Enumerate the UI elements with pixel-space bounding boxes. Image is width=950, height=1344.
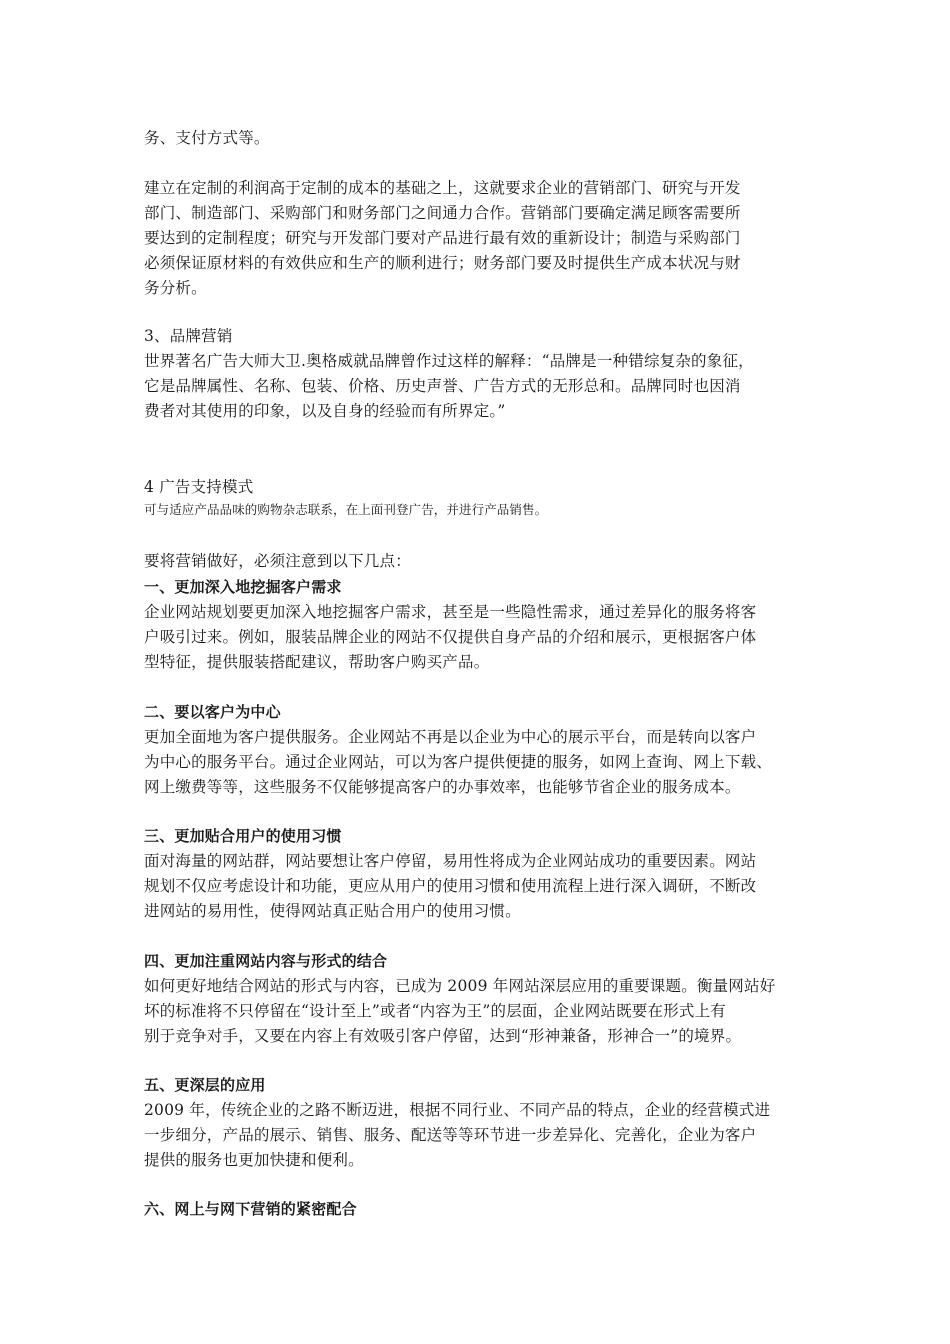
- section-heading: 三、更加贴合用户的使用习惯: [144, 827, 342, 845]
- section-line: 户吸引过来。例如，服装品牌企业的网站不仅提供自身产品的介绍和展示，更根据客户体: [144, 628, 757, 646]
- paragraph-brand-line: 世界著名广告大师大卫.奥格威就品牌曾作过这样的解释：“品牌是一种错综复杂的象征，: [144, 352, 754, 370]
- paragraph-cost-line: 建立在定制的利润高于定制的成本的基础之上，这就要求企业的营销部门、研究与开发: [144, 179, 741, 197]
- paragraph-intro-line: 务、支付方式等。: [144, 129, 270, 147]
- paragraph-cost-line: 要达到的定制程度；研究与开发部门要对产品进行最有效的重新设计；制造与采购部门: [144, 229, 741, 247]
- paragraph-brand-line: 费者对其使用的印象，以及自身的经验而有所界定。”: [144, 402, 506, 420]
- section-heading: 一、更加深入地挖掘客户需求: [144, 578, 342, 596]
- section-line: 面对海量的网站群，网站要想让客户停留，易用性将成为企业网站成功的重要因素。网站: [144, 852, 757, 870]
- brand-marketing-heading: 3、品牌营销: [144, 327, 233, 345]
- section-line: 网上缴费等等，这些服务不仅能够提高客户的办事效率，也能够节省企业的服务成本。: [144, 778, 741, 796]
- points-intro: 要将营销做好，必须注意到以下几点：: [144, 552, 411, 570]
- section-line: 规划不仅应考虑设计和功能，更应从用户的使用习惯和使用流程上进行深入调研，不断改: [144, 877, 757, 895]
- section-line: 提供的服务也更加快捷和便利。: [144, 1151, 364, 1169]
- ad-support-text: 可与适应产品品味的购物杂志联系，在上面刊登广告，并进行产品销售。: [144, 502, 548, 517]
- section-line: 进网站的易用性，使得网站真正贴合用户的使用习惯。: [144, 902, 521, 920]
- section-line: 如何更好地结合网站的形式与内容，已成为 2009 年网站深层应用的重要课题。衡量网站好: [144, 977, 776, 995]
- section-heading: 四、更加注重网站内容与形式的结合: [144, 952, 388, 970]
- section-line: 更加全面地为客户提供服务。企业网站不再是以企业为中心的展示平台，而是转向以客户: [144, 728, 757, 746]
- section-line: 2009 年，传统企业的之路不断迈进，根据不同行业、不同产品的特点，企业的经营模式进: [144, 1101, 771, 1119]
- section-heading: 六、网上与网下营销的紧密配合: [144, 1200, 357, 1218]
- section-line: 型特征，提供服装搭配建议，帮助客户购买产品。: [144, 653, 490, 671]
- paragraph-brand-line: 它是品牌属性、名称、包装、价格、历史声誉、广告方式的无形总和。品牌同时也因消: [144, 377, 741, 395]
- section-line: 坏的标准将不只停留在“设计至上”或者“内容为王”的层面，企业网站既要在形式上有: [144, 1002, 726, 1020]
- section-heading: 二、要以客户为中心: [144, 703, 281, 721]
- paragraph-cost-line: 务分析。: [144, 279, 207, 297]
- section-line: 别于竞争对手，又要在内容上有效吸引客户停留，达到“形神兼备，形神合一”的境界。: [144, 1027, 742, 1045]
- paragraph-cost-line: 必须保证原材料的有效供应和生产的顺利进行；财务部门要及时提供生产成本状况与财: [144, 254, 741, 272]
- section-line: 为中心的服务平台。通过企业网站，可以为客户提供便捷的服务，如网上查询、网上下载、: [144, 753, 773, 771]
- paragraph-cost-line: 部门、制造部门、采购部门和财务部门之间通力合作。营销部门要确定满足顾客需要所: [144, 204, 741, 222]
- section-line: 一步细分，产品的展示、销售、服务、配送等等环节进一步差异化、完善化，企业为客户: [144, 1126, 757, 1144]
- section-heading: 五、更深层的应用: [144, 1076, 266, 1094]
- section-line: 企业网站规划要更加深入地挖掘客户需求，甚至是一些隐性需求，通过差异化的服务将客: [144, 603, 757, 621]
- ad-support-heading: 4 广告支持模式: [144, 478, 254, 496]
